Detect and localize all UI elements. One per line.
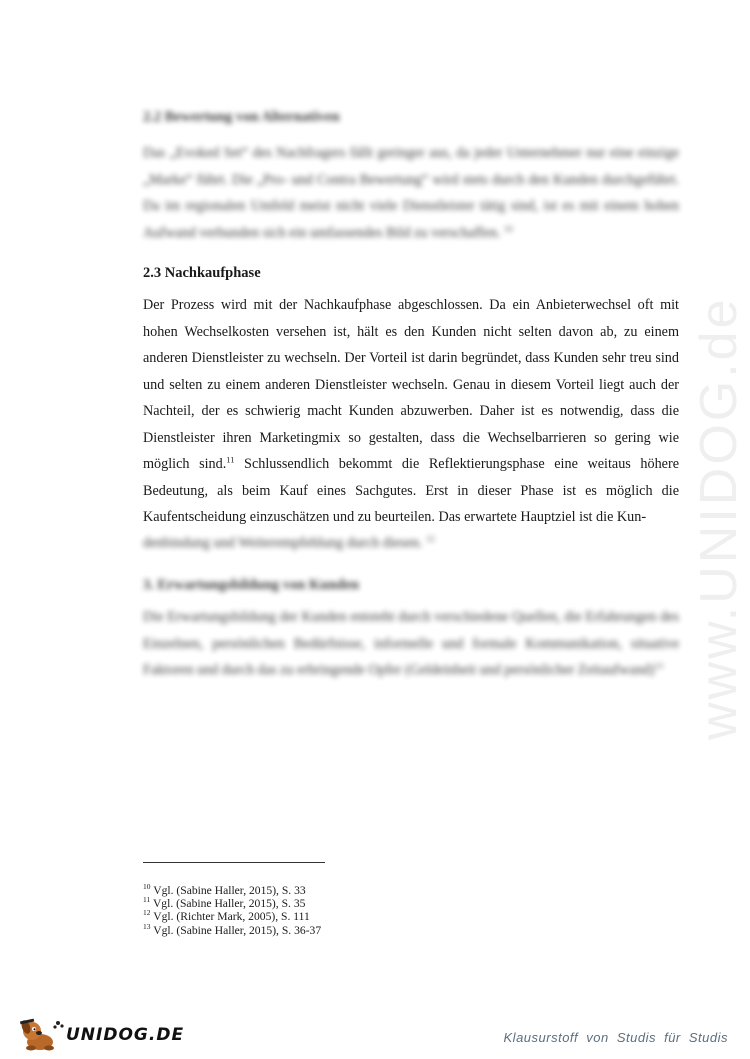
footnote-ref-11: 11 — [226, 454, 235, 465]
watermark: www.UNIDOG.de — [690, 296, 748, 740]
footnotes — [143, 884, 321, 937]
footnote-text: Vgl. (Sabine Haller, 2015), S. 35 — [152, 897, 306, 911]
footnote-number: 13 — [143, 921, 151, 931]
footnote-number: 10 — [143, 882, 151, 892]
footnote-text: Vgl. (Sabine Haller, 2015), S. 33 — [153, 884, 306, 897]
footnote-number: 12 — [143, 908, 151, 918]
footnote-ref-10: 10 — [504, 222, 513, 233]
footnote-ref-13: 13 — [654, 660, 663, 671]
footnote-text: Vgl. (Sabine Haller, 2015), S. 36-37 — [153, 923, 322, 937]
footnote-separator — [143, 862, 325, 863]
unidog-logo — [18, 1018, 184, 1052]
paragraph-2-2-text: Das „Evoked Set“ des Nachfragers fällt geringer aus, da jeder Unternehmer nur eine einzige „Marke“ führt. Die „Pro- und Contra Bewertung“ wird stets durch den Kunden durchgeführt. Da im regionalen Umfeld meist nicht viele Dienstleister tätig sind, ist es mit einem hohen Aufwand verbunden sich ein umfassendes Bild zu verschaffen. — [143, 145, 679, 241]
footnote-text: Vgl. (Richter Mark, 2005), S. 111 — [153, 910, 310, 924]
footnote-item — [143, 884, 321, 897]
footer-tagline: Klausurstoff von Studis für Studis — [503, 1030, 728, 1045]
heading-3: 3. Erwartungsbildung von Kunden — [143, 577, 359, 593]
footnote-item — [143, 910, 321, 923]
paragraph-2-3-blurred-line — [143, 530, 679, 557]
footnote-item — [143, 897, 321, 910]
paragraph-2-3-text-c: denbindung und Weiterempfehlung durch diesen. — [143, 535, 423, 551]
footnote-ref-12: 12 — [426, 533, 435, 544]
heading-2-2: 2.2 Bewertung von Alternativen — [143, 109, 340, 125]
paragraph-2-2 — [143, 140, 679, 246]
paragraph-2-3 — [143, 292, 679, 531]
paragraph-2-3-text-a: Der Prozess wird mit der Nachkaufphase abgeschlossen. Da ein Anbieterwechsel oft mit hohen Wechselkosten versehen ist, hält es den Kunden nicht selten davon ab, zu einem anderen Dienstleister zu wechseln. Der Vorteil ist darin begründet, dass Kunden sehr treu sind und selten zu einem anderen Dienstleister wechseln. Genau in diesem Vorteil liegt auch der Nachteil, der es schwierig macht Kunden abzuwerben. Daher ist es notwendig, dass die Dienstleister ihren Marketingmix so gestalten, dass die Wechselbarrieren so gering wie möglich sind. — [143, 297, 679, 472]
footnote-number: 11 — [143, 895, 151, 905]
paragraph-3-text: Die Erwartungsbildung der Kunden entsteht durch verschiedene Quellen, die Erfahrungen des Einzelnen, persönlichen Bedürfnisse, informelle und formale Kommunikation, situative Faktoren und durch das zu erbringende Opfer (Geldeinheit und persönlicher Zeitaufwand) — [143, 609, 679, 678]
logo-text: UNIDOG.DE — [66, 1025, 185, 1045]
heading-2-3: 2.3 Nachkaufphase — [143, 265, 261, 281]
paragraph-2-3-text-b: Schlussendlich bekommt die Reflektierungsphase eine weitaus höhere Bedeutung, als beim Kauf eines Sachgutes. Erst in dieser Phase ist es möglich die Kaufentscheidung einzuschätzen und zu beurteilen. Das erwartete Hauptziel ist die Kun- — [143, 456, 679, 525]
paragraph-3 — [143, 604, 679, 684]
footnote-item — [143, 921, 322, 937]
dog-mascot-icon — [18, 1018, 64, 1052]
